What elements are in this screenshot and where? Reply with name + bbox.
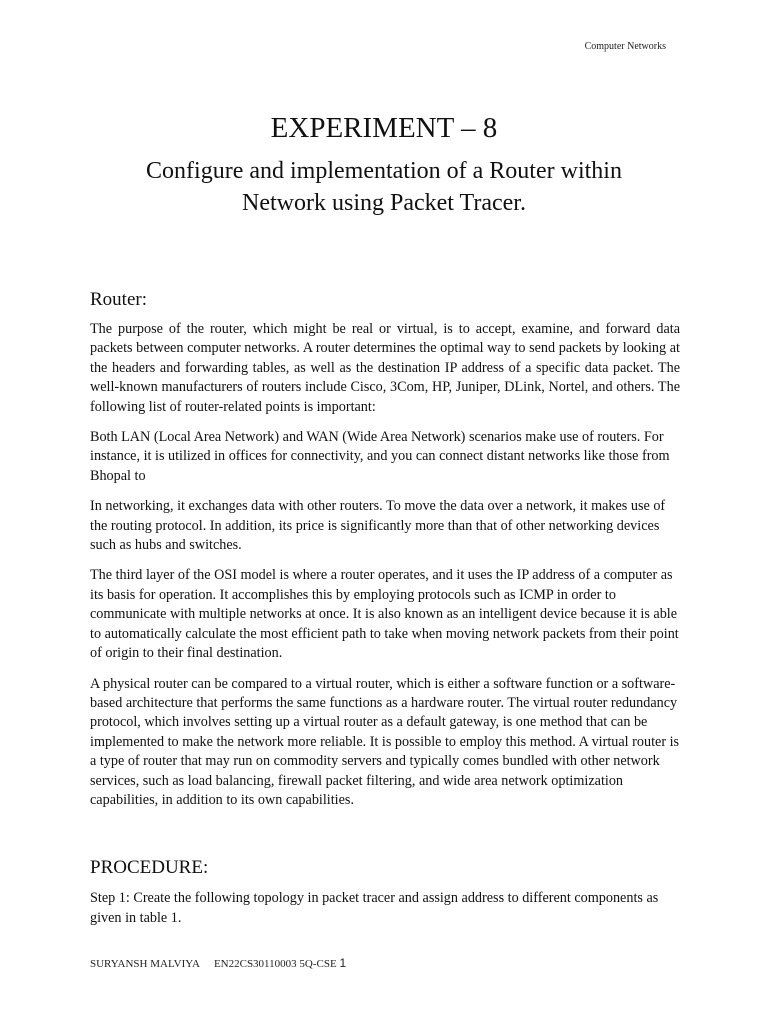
router-paragraph-2: Both LAN (Local Area Network) and WAN (Wide Area Network) scenarios make use of routers. For instance, it is utilized in offices for connectivity, and you can connect distant networks like those from Bhopal to [90, 429, 670, 484]
footer-author: SURYANSH MALVIYA [90, 958, 200, 970]
footer-roll-number: EN22CS30110003 5Q-CSE [213, 958, 337, 970]
header-course-name: Computer Networks [584, 41, 666, 52]
router-paragraph-4: The third layer of the OSI model is where a router operates, and it uses the IP address of a computer as its basis for operation. It accomplishes this by employing protocols such as ICMP in order to communicate with multiple networks at once. It is also known as an intelligent device because it is able to automatically calculate the most efficient path to take when moving network packets from their point of origin to their final destination. [90, 567, 679, 662]
router-paragraph-1: The purpose of the router, which might be real or virtual, is to accept, examine, and forward data packets between computer networks. A router determines the optimal way to send packets by looking at the headers and forwarding tables, as well as the destination IP address of a specific data packet. The well-known manufacturers of routers include Cisco, 3Com, HP, Juniper, DLink, Nortel, and others. The following list of router-related points is important: [90, 321, 680, 415]
experiment-title: EXPERIMENT – 8 [270, 112, 498, 144]
router-paragraph-3: In networking, it exchanges data with other routers. To move the data over a network, it makes use of the routing protocol. In addition, its price is significantly more than that of other networking devices such as hubs and switches. [90, 498, 666, 554]
router-paragraph-5: A physical router can be compared to a virtual router, which is either a software function or a software-based architecture that performs the same functions as a hardware router. The virtual router redundancy protocol, which involves setting up a virtual router as a default gateway, is one method that can be implemented to make the network more reliable. It is possible to employ this method. A virtual router is a type of router that may run on commodity servers and typically comes bundled with other network services, such as load balancing, firewall packet filtering, and wide area network optimization capabilities, in addition to its own capabilities. [90, 675, 680, 808]
page-footer [90, 956, 346, 970]
router-heading: Router: [90, 289, 147, 310]
procedure-step-1: Step 1: Create the following topology in packet tracer and assign address to different components as given in table 1. [90, 890, 659, 926]
footer-page-number: 1 [339, 956, 347, 970]
document-body [90, 288, 680, 939]
experiment-subtitle: Configure and implementation of a Router within Network using Packet Tracer. [146, 158, 622, 216]
procedure-heading: PROCEDURE: [90, 857, 209, 879]
